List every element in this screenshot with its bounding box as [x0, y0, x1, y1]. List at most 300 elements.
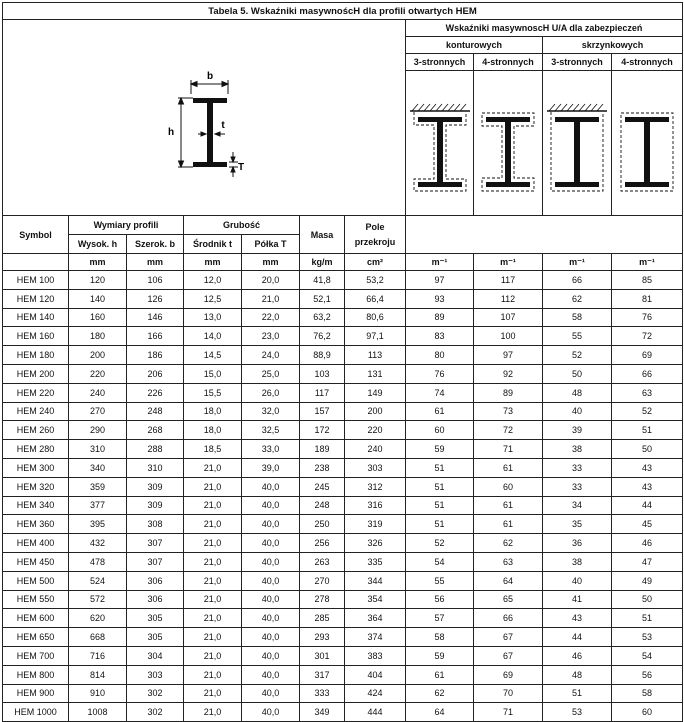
- col-masa: Masa: [300, 216, 345, 254]
- table-cell: 48: [543, 383, 612, 402]
- table-cell: 51: [612, 609, 683, 628]
- table-row: [3, 515, 683, 534]
- table-row: [3, 458, 683, 477]
- table-cell: 32,5: [242, 421, 300, 440]
- table-cell: 256: [300, 534, 345, 553]
- table-cell: 172: [300, 421, 345, 440]
- table-cell: 18,0: [184, 421, 242, 440]
- table-cell: 46: [543, 646, 612, 665]
- table-cell: 40,0: [242, 628, 300, 647]
- table-cell: 21,0: [184, 665, 242, 684]
- table-cell: 15,5: [184, 383, 242, 402]
- table-cell: 72: [612, 327, 683, 346]
- table-cell: 45: [612, 515, 683, 534]
- table-row: [3, 628, 683, 647]
- row-symbol: HEM 300: [3, 458, 69, 477]
- table-cell: 12,5: [184, 289, 242, 308]
- table-cell: 81: [612, 289, 683, 308]
- table-row: [3, 609, 683, 628]
- table-cell: 432: [69, 534, 127, 553]
- table-cell: 63: [612, 383, 683, 402]
- table-cell: 21,0: [184, 684, 242, 703]
- table-row: [3, 590, 683, 609]
- table-cell: 335: [345, 552, 406, 571]
- table-cell: 21,0: [184, 628, 242, 647]
- unit-cell: mm: [127, 254, 184, 271]
- table-cell: 13,0: [184, 308, 242, 327]
- unit-cell: m⁻¹: [406, 254, 474, 271]
- table-cell: 48: [543, 665, 612, 684]
- table-cell: 33: [543, 477, 612, 496]
- table-cell: 309: [127, 477, 184, 496]
- table-cell: 97,1: [345, 327, 406, 346]
- label-T: T: [237, 161, 245, 173]
- table-cell: 157: [300, 402, 345, 421]
- table-cell: 106: [127, 271, 184, 290]
- table-cell: 305: [127, 609, 184, 628]
- table-cell: 67: [474, 646, 543, 665]
- table-cell: 58: [406, 628, 474, 647]
- table-cell: 186: [127, 346, 184, 365]
- table-cell: 307: [127, 534, 184, 553]
- table-cell: 61: [474, 515, 543, 534]
- table-cell: 248: [300, 496, 345, 515]
- table-cell: 60: [474, 477, 543, 496]
- table-cell: 47: [612, 552, 683, 571]
- table-cell: 66: [612, 364, 683, 383]
- table-row: [3, 271, 683, 290]
- table-cell: 21,0: [184, 703, 242, 722]
- table-row: [3, 346, 683, 365]
- table-cell: 814: [69, 665, 127, 684]
- table-cell: 302: [127, 703, 184, 722]
- table-cell: 62: [543, 289, 612, 308]
- table-cell: 39,0: [242, 458, 300, 477]
- table-cell: 716: [69, 646, 127, 665]
- row-symbol: HEM 120: [3, 289, 69, 308]
- table-cell: 21,0: [184, 646, 242, 665]
- row-symbol: HEM 100: [3, 271, 69, 290]
- label-h: h: [167, 126, 175, 138]
- table-cell: 21,0: [184, 515, 242, 534]
- table-row: [3, 571, 683, 590]
- table-cell: 303: [345, 458, 406, 477]
- table-cell: 40,0: [242, 534, 300, 553]
- table-cell: 33: [543, 458, 612, 477]
- table-cell: 310: [69, 440, 127, 459]
- table-cell: 248: [127, 402, 184, 421]
- table-cell: 66: [543, 271, 612, 290]
- table-cell: 226: [127, 383, 184, 402]
- table-cell: 72: [474, 421, 543, 440]
- table-cell: 40,0: [242, 552, 300, 571]
- table-cell: 354: [345, 590, 406, 609]
- table-cell: 88,9: [300, 346, 345, 365]
- table-cell: 54: [612, 646, 683, 665]
- table-cell: 40,0: [242, 496, 300, 515]
- table-cell: 21,0: [184, 552, 242, 571]
- table-cell: 80: [406, 346, 474, 365]
- table-cell: 668: [69, 628, 127, 647]
- table-cell: 61: [406, 665, 474, 684]
- table-cell: 18,5: [184, 440, 242, 459]
- table-cell: 309: [127, 496, 184, 515]
- table-cell: 70: [474, 684, 543, 703]
- table-cell: 44: [612, 496, 683, 515]
- table-cell: 240: [345, 440, 406, 459]
- table-cell: 189: [300, 440, 345, 459]
- table-cell: 206: [127, 364, 184, 383]
- table-cell: 55: [406, 571, 474, 590]
- table-cell: 53: [543, 703, 612, 722]
- col-polka: Półka T: [242, 235, 300, 254]
- table-cell: 60: [406, 421, 474, 440]
- row-symbol: HEM 340: [3, 496, 69, 515]
- col-wymiary: Wymiary profili: [69, 216, 184, 235]
- table-cell: 340: [69, 458, 127, 477]
- table-cell: 92: [474, 364, 543, 383]
- table-cell: 51: [612, 421, 683, 440]
- unit-cell: kg/m: [300, 254, 345, 271]
- row-symbol: HEM 900: [3, 684, 69, 703]
- table-cell: 307: [127, 552, 184, 571]
- unit-cell: m⁻¹: [612, 254, 683, 271]
- table-cell: 74: [406, 383, 474, 402]
- table-cell: 14,0: [184, 327, 242, 346]
- table-cell: 424: [345, 684, 406, 703]
- table-cell: 43: [612, 458, 683, 477]
- table-cell: 220: [69, 364, 127, 383]
- table-cell: 40,0: [242, 665, 300, 684]
- table-cell: 290: [69, 421, 127, 440]
- table-cell: 58: [543, 308, 612, 327]
- col-pole: Pole przekroju: [345, 216, 406, 254]
- table-cell: 69: [612, 346, 683, 365]
- table-cell: 97: [474, 346, 543, 365]
- table-cell: 60: [612, 703, 683, 722]
- col-srodnik: Środnik t: [184, 235, 242, 254]
- row-symbol: HEM 140: [3, 308, 69, 327]
- col-szerok: Szerok. b: [127, 235, 184, 254]
- table-cell: 478: [69, 552, 127, 571]
- table-cell: 326: [345, 534, 406, 553]
- table-cell: 39: [543, 421, 612, 440]
- group-skrzynkowych: skrzynkowych: [543, 37, 683, 54]
- protection-contour-4-sided: [474, 71, 543, 216]
- table-cell: 69: [474, 665, 543, 684]
- row-symbol: HEM 280: [3, 440, 69, 459]
- table-cell: 76: [612, 308, 683, 327]
- table-cell: 25,0: [242, 364, 300, 383]
- table-cell: 364: [345, 609, 406, 628]
- table-cell: 56: [406, 590, 474, 609]
- label-t: t: [221, 119, 225, 131]
- row-symbol: HEM 400: [3, 534, 69, 553]
- table-cell: 302: [127, 684, 184, 703]
- table-cell: 100: [474, 327, 543, 346]
- table-cell: 113: [345, 346, 406, 365]
- table-cell: 51: [543, 684, 612, 703]
- contour-3-sided-icon: [406, 71, 474, 215]
- table-cell: 63: [474, 552, 543, 571]
- table-title: Tabela 5. Wskaźniki masywnoścH dla profili otwartych HEM: [3, 3, 683, 20]
- subgroup-kont-3: 3-stronnych: [406, 54, 474, 71]
- table-cell: 93: [406, 289, 474, 308]
- table-cell: 359: [69, 477, 127, 496]
- table-cell: 1008: [69, 703, 127, 722]
- data-rows: [3, 271, 683, 722]
- table-cell: 103: [300, 364, 345, 383]
- table-cell: 180: [69, 327, 127, 346]
- table-cell: 71: [474, 703, 543, 722]
- table-cell: 20,0: [242, 271, 300, 290]
- row-symbol: HEM 450: [3, 552, 69, 571]
- table-cell: 35: [543, 515, 612, 534]
- subgroup-skrz-3: 3-stronnych: [543, 54, 612, 71]
- diagram-cell: [3, 20, 406, 216]
- table-cell: 288: [127, 440, 184, 459]
- table-cell: 38: [543, 440, 612, 459]
- table-cell: 293: [300, 628, 345, 647]
- table-cell: 374: [345, 628, 406, 647]
- table-cell: 166: [127, 327, 184, 346]
- table-cell: 40,0: [242, 703, 300, 722]
- table-row: [3, 364, 683, 383]
- table-cell: 304: [127, 646, 184, 665]
- table-row: [3, 534, 683, 553]
- table-row: [3, 421, 683, 440]
- table-cell: 14,5: [184, 346, 242, 365]
- table-cell: 306: [127, 571, 184, 590]
- table-cell: 270: [69, 402, 127, 421]
- table-cell: 220: [345, 421, 406, 440]
- table-cell: 89: [474, 383, 543, 402]
- table-cell: 21,0: [184, 534, 242, 553]
- table-row: [3, 327, 683, 346]
- table-cell: 80,6: [345, 308, 406, 327]
- table-row: [3, 496, 683, 515]
- table-cell: 910: [69, 684, 127, 703]
- protection-contour-3-sided: [406, 71, 474, 216]
- table-cell: 59: [406, 440, 474, 459]
- table-cell: 319: [345, 515, 406, 534]
- table-cell: 620: [69, 609, 127, 628]
- unit-symbol-cell: [3, 254, 69, 271]
- table-cell: 21,0: [184, 477, 242, 496]
- table-cell: 41: [543, 590, 612, 609]
- box-3-sided-icon: [543, 71, 612, 215]
- protection-box-4-sided: [612, 71, 683, 216]
- row-symbol: HEM 1000: [3, 703, 69, 722]
- table-cell: 120: [69, 271, 127, 290]
- table-cell: 117: [300, 383, 345, 402]
- table-cell: 62: [406, 684, 474, 703]
- table-cell: 71: [474, 440, 543, 459]
- table-cell: 240: [69, 383, 127, 402]
- table-cell: 52,1: [300, 289, 345, 308]
- row-symbol: HEM 200: [3, 364, 69, 383]
- table-cell: 395: [69, 515, 127, 534]
- table-cell: 306: [127, 590, 184, 609]
- table-cell: 62: [474, 534, 543, 553]
- table-cell: 21,0: [184, 458, 242, 477]
- table-cell: 377: [69, 496, 127, 515]
- table-cell: 61: [406, 402, 474, 421]
- row-symbol: HEM 180: [3, 346, 69, 365]
- table-cell: 404: [345, 665, 406, 684]
- table-row: [3, 684, 683, 703]
- label-b: b: [206, 70, 214, 82]
- table-cell: 278: [300, 590, 345, 609]
- table-cell: 524: [69, 571, 127, 590]
- table-row: [3, 402, 683, 421]
- table-cell: 40: [543, 402, 612, 421]
- table-cell: 23,0: [242, 327, 300, 346]
- unit-cell: m⁻¹: [543, 254, 612, 271]
- table-cell: 344: [345, 571, 406, 590]
- row-symbol: HEM 320: [3, 477, 69, 496]
- table-row: [3, 703, 683, 722]
- table-cell: 32,0: [242, 402, 300, 421]
- subgroup-skrz-4: 4-stronnych: [612, 54, 683, 71]
- table-cell: 54: [406, 552, 474, 571]
- table-cell: 65: [474, 590, 543, 609]
- table-cell: 40,0: [242, 477, 300, 496]
- table-row: [3, 289, 683, 308]
- table-cell: 21,0: [242, 289, 300, 308]
- table-cell: 63,2: [300, 308, 345, 327]
- table-cell: 40,0: [242, 590, 300, 609]
- table-cell: 43: [543, 609, 612, 628]
- table-cell: 59: [406, 646, 474, 665]
- table-cell: 41,8: [300, 271, 345, 290]
- table-cell: 333: [300, 684, 345, 703]
- row-symbol: HEM 160: [3, 327, 69, 346]
- empty-header-cell: [406, 216, 683, 254]
- table-cell: 26,0: [242, 383, 300, 402]
- table-cell: 34: [543, 496, 612, 515]
- row-symbol: HEM 260: [3, 421, 69, 440]
- table-row: [3, 646, 683, 665]
- table-cell: 83: [406, 327, 474, 346]
- table-cell: 51: [406, 477, 474, 496]
- table-cell: 52: [612, 402, 683, 421]
- table-cell: 46: [612, 534, 683, 553]
- table-cell: 66: [474, 609, 543, 628]
- table-cell: 64: [406, 703, 474, 722]
- table-cell: 61: [474, 496, 543, 515]
- table-row: [3, 440, 683, 459]
- row-symbol: HEM 500: [3, 571, 69, 590]
- table-cell: 305: [127, 628, 184, 647]
- table-cell: 76,2: [300, 327, 345, 346]
- table-cell: 51: [406, 496, 474, 515]
- table-cell: 317: [300, 665, 345, 684]
- table-cell: 245: [300, 477, 345, 496]
- table-cell: 22,0: [242, 308, 300, 327]
- box-4-sided-icon: [612, 71, 683, 215]
- col-grubosc: Grubość: [184, 216, 300, 235]
- table-cell: 58: [612, 684, 683, 703]
- unit-cell: mm: [242, 254, 300, 271]
- table-cell: 21,0: [184, 609, 242, 628]
- table-cell: 149: [345, 383, 406, 402]
- col-wysok: Wysok. h: [69, 235, 127, 254]
- protection-box-3-sided: [543, 71, 612, 216]
- table-cell: 55: [543, 327, 612, 346]
- table-cell: 21,0: [184, 571, 242, 590]
- table-cell: 303: [127, 665, 184, 684]
- table-cell: 160: [69, 308, 127, 327]
- table-cell: 349: [300, 703, 345, 722]
- table-cell: 76: [406, 364, 474, 383]
- table-cell: 67: [474, 628, 543, 647]
- row-symbol: HEM 550: [3, 590, 69, 609]
- table-cell: 36: [543, 534, 612, 553]
- table-cell: 238: [300, 458, 345, 477]
- table-cell: 316: [345, 496, 406, 515]
- col-symbol: Symbol: [3, 216, 69, 254]
- table-cell: 73: [474, 402, 543, 421]
- hem-table: [2, 2, 683, 722]
- table-cell: 250: [300, 515, 345, 534]
- table-cell: 572: [69, 590, 127, 609]
- row-symbol: HEM 220: [3, 383, 69, 402]
- table-cell: 40,0: [242, 684, 300, 703]
- table-cell: 38: [543, 552, 612, 571]
- row-symbol: HEM 800: [3, 665, 69, 684]
- units-row: [3, 254, 683, 271]
- table-cell: 57: [406, 609, 474, 628]
- table-cell: 112: [474, 289, 543, 308]
- table-cell: 52: [543, 346, 612, 365]
- table-row: [3, 665, 683, 684]
- contour-4-sided-icon: [474, 71, 543, 215]
- table-cell: 308: [127, 515, 184, 534]
- table-row: [3, 477, 683, 496]
- table-cell: 97: [406, 271, 474, 290]
- row-symbol: HEM 360: [3, 515, 69, 534]
- row-symbol: HEM 650: [3, 628, 69, 647]
- table-cell: 52: [406, 534, 474, 553]
- table-cell: 51: [406, 515, 474, 534]
- table-cell: 200: [345, 402, 406, 421]
- i-beam-dimension-diagram: [3, 22, 406, 214]
- table-cell: 131: [345, 364, 406, 383]
- table-cell: 40,0: [242, 609, 300, 628]
- table-cell: 61: [474, 458, 543, 477]
- table-cell: 50: [612, 590, 683, 609]
- table-cell: 444: [345, 703, 406, 722]
- table-cell: 126: [127, 289, 184, 308]
- table-cell: 18,0: [184, 402, 242, 421]
- table-cell: 50: [612, 440, 683, 459]
- table-row: [3, 383, 683, 402]
- row-symbol: HEM 700: [3, 646, 69, 665]
- row-symbol: HEM 600: [3, 609, 69, 628]
- table-cell: 107: [474, 308, 543, 327]
- subgroup-kont-4: 4-stronnych: [474, 54, 543, 71]
- table-cell: 33,0: [242, 440, 300, 459]
- table-row: [3, 552, 683, 571]
- table-cell: 40: [543, 571, 612, 590]
- table-cell: 12,0: [184, 271, 242, 290]
- table-cell: 44: [543, 628, 612, 647]
- table-row: [3, 308, 683, 327]
- table-cell: 64: [474, 571, 543, 590]
- right-header: Wskaźniki masywnoscH U/A dla zabezpieczeń: [406, 20, 683, 37]
- table-cell: 285: [300, 609, 345, 628]
